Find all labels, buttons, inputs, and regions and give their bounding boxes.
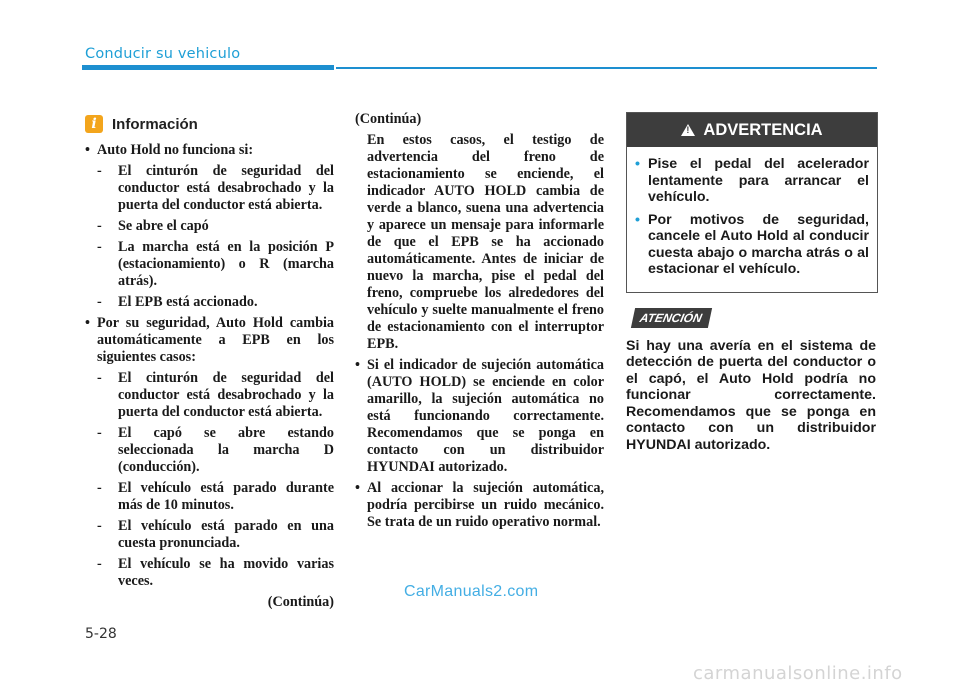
watermark-link[interactable]: CarManuals2.com (404, 583, 539, 600)
warning-body (627, 147, 877, 292)
warning-triangle-icon (681, 124, 695, 136)
sub-list-item: - El vehículo está parado durante más de 10 minutos. (97, 480, 334, 513)
warning-item: • Por motivos de seguridad, cancele el Auto Hold al conducir cuesta abajo o marcha atrás o al estacionar el vehículo. (635, 212, 869, 278)
info-title: Información (112, 115, 198, 133)
warning-title: ADVERTENCIA (703, 120, 823, 139)
header-rule-thick (82, 65, 334, 70)
page-number: 5-28 (85, 626, 117, 642)
list-item: • Por su seguridad, Auto Hold cambia automáticamente a EPB en los siguientes casos: (85, 315, 334, 366)
sub-list-item: - El cinturón de seguridad del conductor está desabrochado y la puerta del conductor está abierta. (97, 163, 334, 213)
warning-header (627, 113, 877, 147)
info-column (85, 115, 334, 611)
list-item: • Auto Hold no funciona si: (85, 142, 334, 159)
header-rule-thin (336, 67, 877, 69)
paragraph: En estos casos, el testigo de advertencia del freno de estacionamiento se enciende, el indicador AUTO HOLD cambia de verde a blanco, suena una advertencia y aparece un mensaje para informarle de que el EPB se ha accionado automáticamente. Antes de iniciar de nuevo la marcha, pise el pedal del freno, compruebe los alrededores del vehículo y suelte manualmente el freno de estacionamiento con el interruptor EPB. (367, 132, 604, 352)
continued-heading: (Continúa) (355, 111, 422, 127)
sub-list-item: - La marcha está en la posición P (estacionamiento) o R (marcha atrás). (97, 239, 334, 289)
sub-list-item: - El capó se abre estando seleccionada la marcha D (conducción). (97, 425, 334, 475)
sub-list-item: - El EPB está accionado. (97, 294, 258, 310)
list-item: • Si el indicador de sujeción automática (AUTO HOLD) se enciende en color amarillo, la sujeción automática no está funcionando correctamente. Recomendamos que se ponga en contacto con un distribuidor HYUNDAI autorizado. (355, 357, 604, 476)
info-header (85, 115, 334, 133)
continued-note: (Continúa) (267, 594, 334, 610)
footer-watermark: carmanualsonline.info (693, 663, 903, 684)
attention-text: Si hay una avería en el sistema de detección de puerta del conductor o el capó, el Auto Hold podría no funcionar correctamente. Recomendamos que se ponga en contacto con un distribuidor HYUNDAI autorizado. (626, 337, 876, 453)
sub-list-item: - El vehículo se ha movido varias veces. (97, 556, 334, 589)
warning-item: • Pise el pedal del acelerador lentamente para arrancar el vehículo. (635, 156, 869, 206)
info-continued-column (355, 111, 604, 535)
sub-list-item: - Se abre el capó (97, 218, 209, 234)
sub-list-item: - El cinturón de seguridad del conductor está desabrochado y la puerta del conductor está abierta. (97, 370, 334, 420)
attention-badge: ATENCIÓN (631, 308, 712, 328)
section-title: Conducir su vehiculo (85, 46, 241, 62)
list-item: • Al accionar la sujeción automática, podría percibirse un ruido mecánico. Se trata de un ruido operativo normal. (355, 480, 604, 531)
sub-list-item: - El vehículo está parado en una cuesta pronunciada. (97, 518, 334, 551)
warning-column (626, 112, 876, 453)
warning-box (626, 112, 878, 293)
info-icon: i (85, 115, 103, 133)
